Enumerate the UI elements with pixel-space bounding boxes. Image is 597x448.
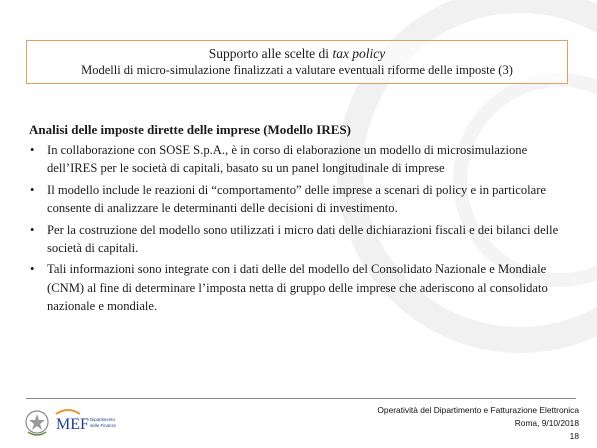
bullet-list xyxy=(29,141,569,316)
footer-date: Roma, 9/10/2018 xyxy=(514,418,579,428)
page-number: 18 xyxy=(569,431,579,441)
mef-logo-text: MEF xyxy=(56,416,89,433)
bullet-text: Il modello include le reazioni di “comportamento” delle imprese a scenari di policy e in particolare consente di analizzare le determinanti delle decisioni di investimento. xyxy=(47,182,547,216)
mef-logo-icon xyxy=(54,408,116,434)
footer-department: Operatività del Dipartimento e Fatturazione Elettronica xyxy=(377,405,579,415)
slide-title xyxy=(27,45,567,62)
footer-info xyxy=(377,404,579,443)
bullet-text: Per la costruzione del modello sono utilizzati i micro dati delle dichiarazioni fiscali e dei bilanci delle società di capitali. xyxy=(47,222,559,256)
slide-body xyxy=(29,121,569,319)
bullet-text: In collaborazione con SOSE S.p.A., è in corso di elaborazione un modello di microsimulazione dell’IRES per le società di capitali, basato su un panel longitudinale di imprese xyxy=(47,143,528,176)
slide-subtitle: Modelli di micro-simulazione finalizzati a valutare eventuali riforme delle imposte (3) xyxy=(81,63,513,77)
mef-logo-subtext-1: Dipartimento xyxy=(90,417,115,422)
bullet-icon: • xyxy=(30,182,35,197)
footer-divider xyxy=(26,398,576,399)
bullet-icon: • xyxy=(30,262,35,277)
bullet-item xyxy=(29,260,569,315)
mef-logo-subtext-2: delle Finanze xyxy=(90,423,116,428)
bullet-item xyxy=(29,181,569,218)
slide-title-box xyxy=(26,40,568,84)
bullet-item xyxy=(29,141,569,178)
bullet-icon: • xyxy=(30,143,35,157)
section-heading: Analisi delle imposte dirette delle imprese (Modello IRES) xyxy=(29,122,351,137)
bullet-icon: • xyxy=(30,222,35,237)
bullet-text: Tali informazioni sono integrate con i dati delle del modello del Consolidato Nazionale e Mondiale (CNM) al fine di determinare l’imposta netta di gruppo delle imprese che aderiscono al consolidato nazionale e mondiale. xyxy=(47,262,548,314)
slide-title-prefix: Supporto alle scelte di xyxy=(208,46,333,61)
slide-title-italic: tax policy xyxy=(332,46,386,61)
italian-republic-emblem-icon xyxy=(24,408,50,438)
bullet-item xyxy=(29,221,569,258)
